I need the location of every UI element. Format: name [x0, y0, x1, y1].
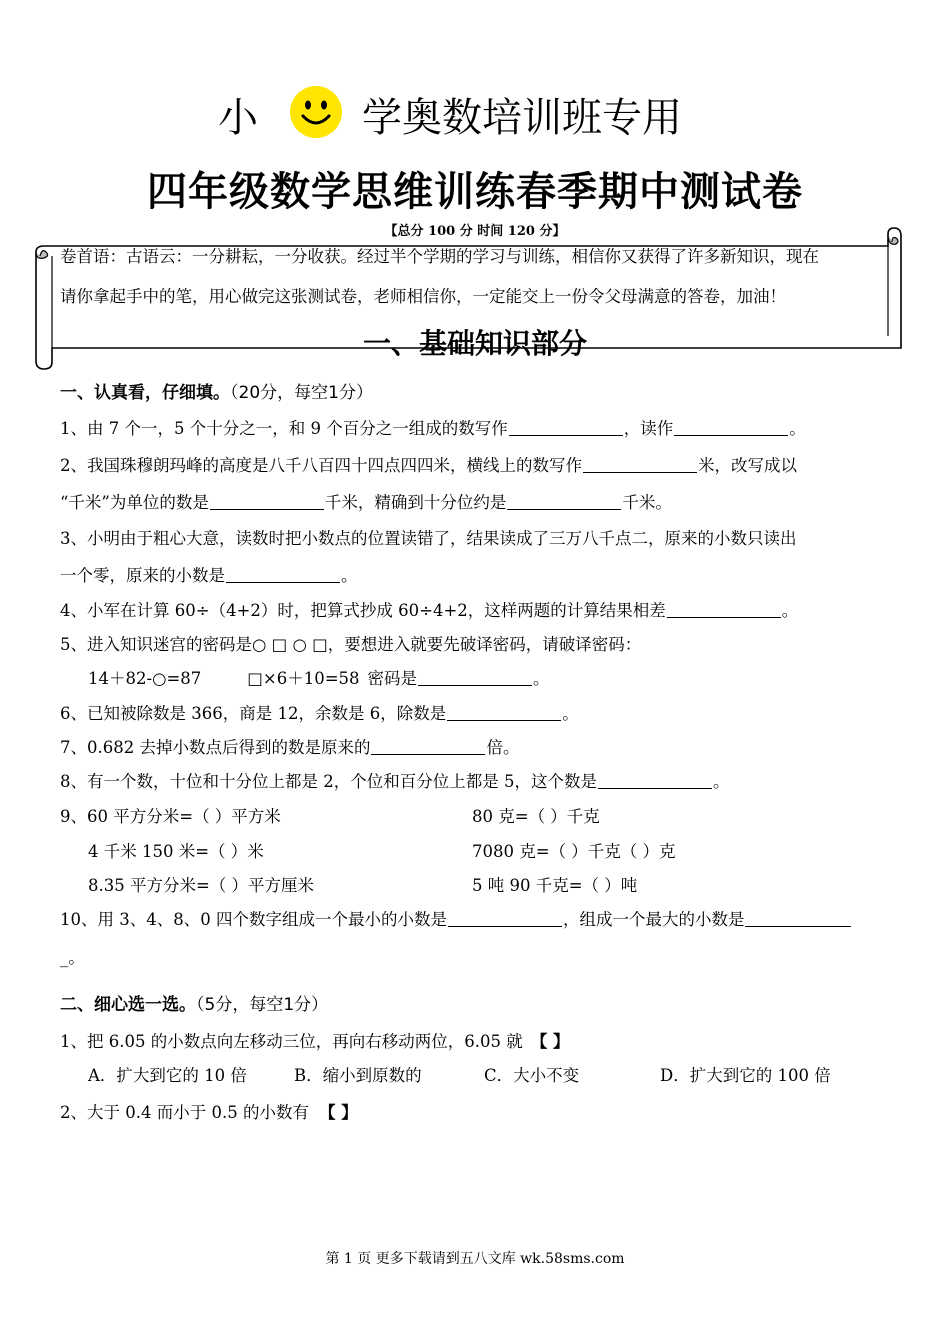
section-1-points: （20分，每空1分）: [230, 383, 373, 403]
q8-text: 8、有一个数，十位和十分位上都是 2，个位和百分位上都是 5，这个数是: [60, 772, 597, 791]
q9-row1-left: 9、60 平方分米=（ ）平方米: [60, 807, 281, 826]
section-2-points: （5分，每空1分）: [196, 995, 329, 1015]
q1-text: 1、由 7 个一，5 个十分之一，和 9 个百分之一组成的数写作: [60, 419, 508, 438]
q5-text-b: 密码是: [367, 669, 418, 688]
q6-text-b: 。: [562, 704, 579, 723]
answer-blank[interactable]: [674, 419, 788, 437]
page-title: 四年级数学思维训练春季期中测试卷: [147, 169, 803, 215]
smiley-icon: [288, 84, 344, 140]
question-1-3-cont: [60, 562, 358, 586]
section-1-title: 一、认真看，仔细填。: [60, 383, 230, 403]
answer-blank[interactable]: [667, 601, 781, 619]
banner: [0, 84, 950, 144]
banner-suffix: 学奥数培训班专用: [362, 95, 682, 141]
s2-q1-text: 1、把 6.05 的小数点向左移动三位，再向右移动两位，6.05 就: [60, 1032, 523, 1051]
q1-text-c: 。: [789, 419, 806, 438]
q3-text-c: 。: [341, 566, 358, 585]
preface-line-1: 卷首语：古语云：一分耕耘，一分收获。经过半个学期的学习与训练，相信你又获得了许多新知识，现在: [60, 247, 819, 266]
question-1-10-cont: _。: [60, 948, 85, 967]
q9-row2-left: 4 千米 150 米=（ ）米: [88, 842, 264, 861]
q9-row1-right: 80 克=（ ）千克: [472, 807, 600, 826]
q5-equation-2: □×6＋10=58: [247, 669, 360, 688]
q3-text-b: 一个零，原来的小数是: [60, 566, 225, 585]
banner-prefix: 小: [218, 95, 258, 141]
q9-row3-right: 5 吨 90 千克=（ ）吨: [472, 876, 638, 895]
q9-row2-right: 7080 克=（ ）千克（ ）克: [472, 842, 676, 861]
q5-text: 5、进入知识迷宫的密码是○ □ ○ □，要想进入就要先破译密码，请破译密码：: [60, 635, 642, 654]
option-c[interactable]: C．大小不变: [484, 1066, 580, 1085]
q2-text: 2、我国珠穆朗玛峰的高度是八千八百四十四点四四米，横线上的数写作: [60, 456, 582, 475]
page-footer: 第 1 页 更多下载请到五八文库 wk.58sms.com: [325, 1251, 625, 1267]
section-1-heading: [60, 378, 373, 403]
question-1-2-cont: [60, 489, 672, 513]
question-1-7: [60, 734, 519, 758]
q3-text: 3、小明由于粗心大意，读数时把小数点的位置读错了，结果读成了三万八千点二，原来的小数只读出: [60, 529, 797, 548]
q2-text-c: “千米”为单位的数是: [60, 493, 209, 512]
q7-text: 7、0.682 去掉小数点后得到的数是原来的: [60, 738, 371, 757]
q5-equation-1: 14＋82-○=87: [88, 669, 202, 688]
answer-blank[interactable]: [371, 738, 485, 756]
section-2-heading: [60, 990, 328, 1015]
question-1-5-equations: [88, 665, 550, 689]
q5-text-c: 。: [533, 669, 550, 688]
question-1-10: [60, 906, 852, 930]
answer-blank[interactable]: [745, 910, 851, 928]
question-1-5: [60, 631, 641, 655]
q10-text-b: ，组成一个最大的小数是: [562, 910, 745, 929]
q4-text: 4、小军在计算 60÷（4+2）时，把算式抄成 60÷4+2，这样两题的计算结果相差: [60, 601, 666, 620]
preface-line-2: 请你拿起手中的笔，用心做完这张测试卷，老师相信你，一定能交上一份令父母满意的答卷，加油！: [60, 287, 786, 306]
s2-q2-text: 2、大于 0.4 而小于 0.5 的小数有: [60, 1103, 309, 1122]
answer-blank[interactable]: [583, 456, 697, 474]
section-2-title: 二、细心选一选。: [60, 995, 196, 1015]
answer-blank[interactable]: [210, 493, 324, 511]
answer-blank[interactable]: [598, 772, 712, 790]
answer-blank[interactable]: [448, 910, 562, 928]
question-1-1: [60, 415, 806, 439]
exam-meta: 【总分 100 分 时间 120 分】: [384, 224, 566, 239]
option-a[interactable]: A．扩大到它的 10 倍: [88, 1066, 247, 1085]
q6-text: 6、已知被除数是 366，商是 12，余数是 6，除数是: [60, 704, 447, 723]
answer-bracket[interactable]: 【 】: [318, 1103, 358, 1122]
answer-bracket[interactable]: 【 】: [530, 1032, 570, 1051]
option-b[interactable]: B．缩小到原数的: [294, 1066, 422, 1085]
question-1-2: [60, 452, 797, 476]
q8-text-b: 。: [712, 772, 730, 791]
answer-blank[interactable]: [507, 493, 621, 511]
option-d[interactable]: D．扩大到它的 100 倍: [660, 1066, 831, 1085]
question-1-3: [60, 525, 797, 549]
answer-blank[interactable]: [509, 419, 623, 437]
question-2-1: [60, 1028, 569, 1052]
q2-text-d: 千米，精确到十分位约是: [324, 493, 507, 512]
part-title: 一、基础知识部分: [362, 327, 587, 360]
question-1-8: [60, 768, 729, 792]
q1-text-b: ，读作: [623, 419, 674, 438]
q9-row3-left: 8.35 平方分米=（ ）平方厘米: [88, 876, 315, 895]
q2-text-e: 千米。: [622, 493, 672, 512]
q2-text-b: 米，改写成以: [698, 456, 797, 475]
question-1-4: [60, 597, 798, 621]
answer-blank[interactable]: [418, 669, 532, 687]
q10-text: 10、用 3、4、8、0 四个数字组成一个最小的小数是: [60, 910, 447, 929]
q7-text-b: 倍。: [486, 738, 520, 757]
q4-text-b: 。: [781, 601, 799, 620]
answer-blank[interactable]: [226, 566, 340, 584]
answer-blank[interactable]: [447, 704, 561, 722]
question-1-6: [60, 700, 579, 724]
question-2-2: [60, 1099, 358, 1123]
